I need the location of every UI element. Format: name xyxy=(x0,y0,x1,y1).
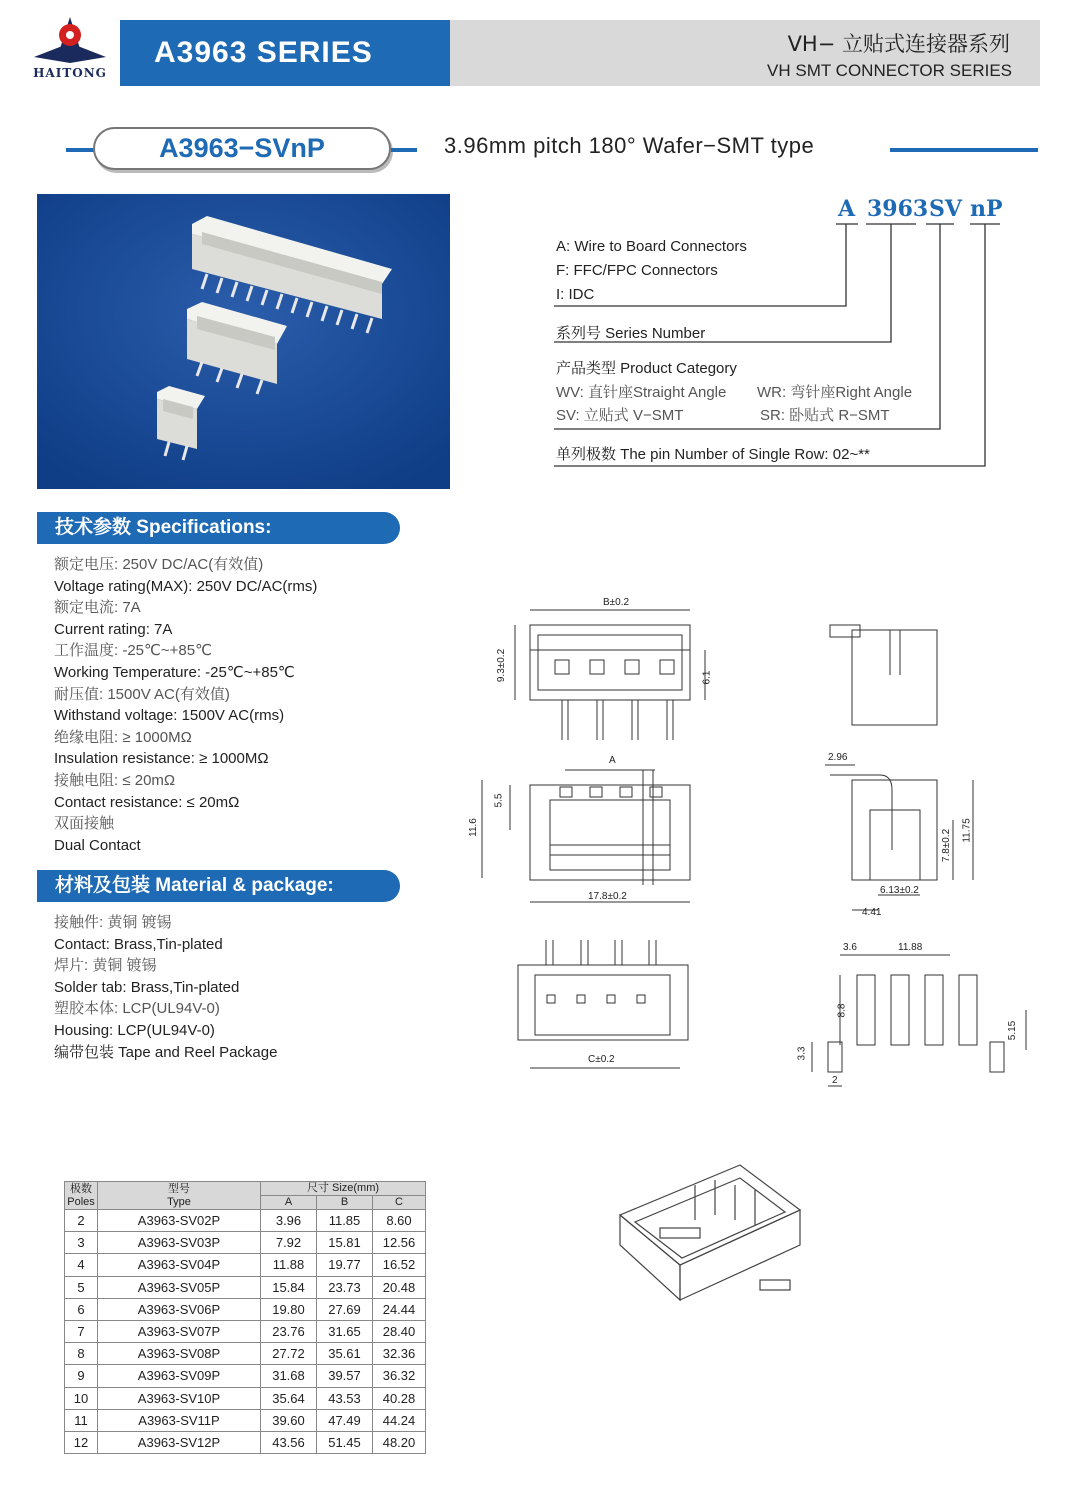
dim-9-3: 9.3±0.2 xyxy=(496,648,508,683)
size-a-cell: 27.72 xyxy=(261,1343,317,1365)
code-part-type: SV xyxy=(929,196,962,222)
dim-2: 2 xyxy=(832,1075,838,1086)
bottom-view-drawing xyxy=(518,940,688,1068)
type-cell: A3963-SV12P xyxy=(98,1431,261,1453)
category-title: 产品类型 Product Category xyxy=(556,360,737,377)
type-cell: A3963-SV02P xyxy=(98,1210,261,1232)
spec-line: Contact resistance: ≤ 20mΩ xyxy=(54,793,240,811)
material-line: 焊片: 黄铜 镀锡 xyxy=(54,957,157,975)
header-b: B xyxy=(317,1196,373,1210)
poles-cell: 10 xyxy=(65,1387,98,1409)
dim-8-8: 8.8 xyxy=(836,1003,848,1018)
header-size: 尺寸 Size(mm) xyxy=(261,1182,426,1196)
spec-line: 额定电流: 7A xyxy=(54,599,141,617)
header-poles-en: Poles xyxy=(67,1195,95,1208)
size-c-cell: 36.32 xyxy=(373,1365,426,1387)
specifications-list xyxy=(54,554,434,856)
table-row xyxy=(65,1365,426,1387)
pin-number-label: 单列极数 The pin Number of Single Row: 02~** xyxy=(556,446,870,463)
size-c-cell: 12.56 xyxy=(373,1232,426,1254)
size-b-cell: 11.85 xyxy=(317,1210,373,1232)
dim-c: C±0.2 xyxy=(588,1054,615,1065)
size-a-cell: 39.60 xyxy=(261,1409,317,1431)
size-c-cell: 44.24 xyxy=(373,1409,426,1431)
poles-cell: 11 xyxy=(65,1409,98,1431)
poles-cell: 2 xyxy=(65,1210,98,1232)
dim-b: B±0.2 xyxy=(603,597,630,608)
dim-4-41: 4.41 xyxy=(862,907,882,918)
poles-cell: 9 xyxy=(65,1365,98,1387)
size-a-cell: 15.84 xyxy=(261,1276,317,1298)
material-heading xyxy=(37,870,400,902)
dim-5-15: 5.15 xyxy=(1007,1020,1019,1041)
header-type xyxy=(98,1182,261,1210)
top-view-drawing xyxy=(482,770,690,902)
table-row xyxy=(65,1232,426,1254)
size-b-cell: 51.45 xyxy=(317,1431,373,1453)
table-row xyxy=(65,1210,426,1232)
size-a-cell: 35.64 xyxy=(261,1387,317,1409)
size-c-cell: 32.36 xyxy=(373,1343,426,1365)
size-c-cell: 8.60 xyxy=(373,1210,426,1232)
size-a-cell: 23.76 xyxy=(261,1320,317,1342)
spec-line: Withstand voltage: 1500V AC(rms) xyxy=(54,707,285,725)
poles-cell: 8 xyxy=(65,1343,98,1365)
spec-line: 绝缘电阻: ≥ 1000MΩ xyxy=(54,728,192,746)
material-heading-en: Material & package: xyxy=(155,875,334,896)
table-row xyxy=(65,1387,426,1409)
material-line: 接触件: 黄铜 镀锡 xyxy=(54,914,172,931)
category-wv: WV: 直针座Straight Angle xyxy=(556,384,727,401)
poles-cell: 4 xyxy=(65,1254,98,1276)
poles-cell: 12 xyxy=(65,1431,98,1453)
type-cell: A3963-SV04P xyxy=(98,1254,261,1276)
material-line: Housing: LCP(UL94V-0) xyxy=(54,1021,215,1039)
material-heading-cn: 材料及包装 xyxy=(55,875,151,896)
material-line: 编带包装 Tape and Reel Package xyxy=(54,1043,278,1061)
material-line: Contact: Brass,Tin-plated xyxy=(54,935,223,953)
poles-cell: 3 xyxy=(65,1232,98,1254)
code-part-pins: nP xyxy=(970,196,1003,222)
spec-line: Working Temperature: -25℃~+85℃ xyxy=(54,663,295,681)
size-c-cell: 24.44 xyxy=(373,1298,426,1320)
size-b-cell: 27.69 xyxy=(317,1298,373,1320)
size-c-cell: 20.48 xyxy=(373,1276,426,1298)
category-sr: SR: 卧贴式 R−SMT xyxy=(760,407,890,424)
spec-line: Insulation resistance: ≥ 1000MΩ xyxy=(54,750,269,768)
size-b-cell: 47.49 xyxy=(317,1409,373,1431)
table-row xyxy=(65,1298,426,1320)
code-part-series: 3963 xyxy=(867,196,929,222)
isometric-drawing xyxy=(600,1160,810,1330)
front-view-drawing xyxy=(515,610,705,740)
poles-cell: 6 xyxy=(65,1298,98,1320)
dim-3-6: 3.6 xyxy=(843,942,857,953)
size-c-cell: 28.40 xyxy=(373,1320,426,1342)
dim-11-88: 11.88 xyxy=(898,942,923,953)
header-poles-cn: 极数 xyxy=(70,1182,92,1195)
header-type-en: Type xyxy=(167,1195,191,1208)
dim-7-8: 7.8±0.2 xyxy=(941,828,953,863)
product-photo xyxy=(37,194,450,489)
technical-drawings xyxy=(460,590,1060,1100)
spec-line: 额定电压: 250V DC/AC(有效值) xyxy=(54,556,264,573)
size-table xyxy=(64,1181,426,1454)
specifications-heading xyxy=(37,512,400,544)
model-title: A3963−SVnP xyxy=(93,127,391,170)
dim-17-8: 17.8±0.2 xyxy=(588,891,627,902)
table-row xyxy=(65,1409,426,1431)
dim-2-96: 2.96 xyxy=(828,752,848,763)
type-cell: A3963-SV11P xyxy=(98,1409,261,1431)
type-cell: A3963-SV10P xyxy=(98,1387,261,1409)
size-b-cell: 31.65 xyxy=(317,1320,373,1342)
size-c-cell: 40.28 xyxy=(373,1387,426,1409)
code-part-a: A xyxy=(838,196,856,222)
size-b-cell: 35.61 xyxy=(317,1343,373,1365)
series-title: A3963 SERIES xyxy=(120,20,450,86)
spec-line: 接触电阻: ≤ 20mΩ xyxy=(54,771,176,789)
size-b-cell: 23.73 xyxy=(317,1276,373,1298)
size-b-cell: 43.53 xyxy=(317,1387,373,1409)
table-row xyxy=(65,1276,426,1298)
material-line: Solder tab: Brass,Tin-plated xyxy=(54,978,240,996)
header-title-cn: VH− 立贴式连接器系列 xyxy=(787,32,1010,56)
dim-11-6: 11.6 xyxy=(467,818,479,837)
type-cell: A3963-SV08P xyxy=(98,1343,261,1365)
dim-6-13: 6.13±0.2 xyxy=(880,885,919,896)
type-line-i: I: IDC xyxy=(556,286,595,303)
size-c-cell: 48.20 xyxy=(373,1431,426,1453)
dim-5-5: 5.5 xyxy=(493,793,505,808)
size-table-body xyxy=(65,1210,426,1454)
table-row xyxy=(65,1343,426,1365)
poles-cell: 5 xyxy=(65,1276,98,1298)
type-line-f: F: FFC/FPC Connectors xyxy=(556,262,718,279)
size-b-cell: 39.57 xyxy=(317,1365,373,1387)
size-a-cell: 31.68 xyxy=(261,1365,317,1387)
series-number-label: 系列号 Series Number xyxy=(556,325,706,342)
size-a-cell: 43.56 xyxy=(261,1431,317,1453)
table-row xyxy=(65,1254,426,1276)
spec-line: 双面接触 xyxy=(54,815,115,833)
dim-6-1: 6.1 xyxy=(701,670,713,685)
title-rule-right xyxy=(391,148,417,152)
table-row xyxy=(65,1320,426,1342)
size-a-cell: 11.88 xyxy=(261,1254,317,1276)
logo-text: HAITONG xyxy=(33,66,107,80)
type-cell: A3963-SV03P xyxy=(98,1232,261,1254)
dim-11-75: 11.75 xyxy=(961,818,973,843)
header-c: C xyxy=(373,1196,426,1210)
title-rule-left xyxy=(66,148,96,152)
size-b-cell: 15.81 xyxy=(317,1232,373,1254)
header-a: A xyxy=(261,1196,317,1210)
size-a-cell: 19.80 xyxy=(261,1298,317,1320)
category-sv: SV: 立贴式 V−SMT xyxy=(556,407,684,424)
type-cell: A3963-SV05P xyxy=(98,1276,261,1298)
spec-line: 耐压值: 1500V AC(有效值) xyxy=(54,685,230,703)
pcb-layout-drawing xyxy=(812,955,1026,1086)
dim-3-3: 3.3 xyxy=(796,1046,808,1061)
type-cell: A3963-SV09P xyxy=(98,1365,261,1387)
header-type-cn: 型号 xyxy=(168,1182,190,1195)
title-rule-far xyxy=(890,148,1038,152)
table-row xyxy=(65,1431,426,1453)
material-line: 塑胶本体: LCP(UL94V-0) xyxy=(54,1000,220,1018)
spec-line: Current rating: 7A xyxy=(54,620,173,638)
size-a-cell: 3.96 xyxy=(261,1210,317,1232)
header-title-en: VH SMT CONNECTOR SERIES xyxy=(767,61,1012,80)
spec-line: Dual Contact xyxy=(54,836,141,854)
size-c-cell: 16.52 xyxy=(373,1254,426,1276)
size-a-cell: 7.92 xyxy=(261,1232,317,1254)
specifications-heading-cn: 技术参数 xyxy=(55,517,132,538)
spec-line: Voltage rating(MAX): 250V DC/AC(rms) xyxy=(54,577,318,595)
type-cell: A3963-SV06P xyxy=(98,1298,261,1320)
header-poles xyxy=(65,1182,98,1210)
type-line-a: A: Wire to Board Connectors xyxy=(556,238,747,255)
type-cell: A3963-SV07P xyxy=(98,1320,261,1342)
dim-a: A xyxy=(609,755,616,766)
size-b-cell: 19.77 xyxy=(317,1254,373,1276)
material-list xyxy=(54,912,434,1063)
category-wr: WR: 弯针座Right Angle xyxy=(757,384,913,401)
side-view-drawing xyxy=(830,625,937,725)
spec-line: 工作温度: -25℃~+85℃ xyxy=(54,642,212,660)
specifications-heading-en: Specifications: xyxy=(136,517,272,538)
product-description: 3.96mm pitch 180° Wafer−SMT type xyxy=(444,133,815,158)
poles-cell: 7 xyxy=(65,1320,98,1342)
